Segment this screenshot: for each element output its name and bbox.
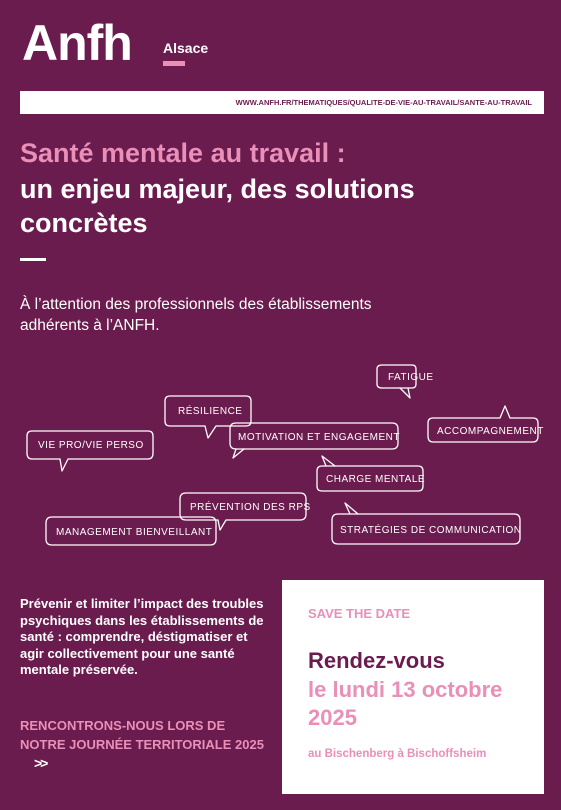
cta-text: RENCONTRONS-NOUS LORS DE NOTRE JOURNÉE TERRITORIALE 2025 [20,718,264,752]
double-arrow-icon: >> [34,755,47,771]
title-line-1: Santé mentale au travail : [20,138,346,168]
save-the-date-label: SAVE THE DATE [308,606,411,621]
bubble-strategies: STRATÉGIES DE COMMUNICATION [340,525,522,536]
save-the-date-panel [282,580,544,794]
bubble-vie-pro: VIE PRO/VIE PERSO [38,440,144,451]
bubble-resilience: RÉSILIENCE [178,406,243,417]
cta-link[interactable] [20,716,265,773]
event-location: au Bischenberg à Bischoffsheim [308,748,487,760]
bubble-fatigue: FATIGUE [388,372,434,383]
description-text: Prévenir et limiter l’impact des troubles psychiques dans les établissements de santé : comprendre, déstigmatiser et agir collectivement pour une santé mentale préservée. [20,596,264,677]
bubble-accompagnement: ACCOMPAGNEMENT [437,426,544,437]
rendez-vous-heading: Rendez-vous [308,648,445,673]
event-date: le lundi 13 octobre 2025 [308,677,503,730]
bubble-management: MANAGEMENT BIENVEILLANT [56,527,213,538]
logo-region: Alsace [163,40,209,56]
bubble-motivation: MOTIVATION ET ENGAGEMENT [238,432,401,443]
title-divider [20,258,46,261]
intro-text: À l’attention des professionnels des établissements adhérents à l’ANFH. [20,296,372,334]
title-line-2: un enjeu majeur, des solutions concrètes [20,174,415,238]
anfh-logo: Anfh [22,15,132,71]
bubble-charge-mentale: CHARGE MENTALE [326,474,426,485]
speech-bubbles [0,350,561,560]
logo-accent-bar [163,61,185,66]
bubble-outline-vie-pro [27,431,153,471]
url-banner[interactable]: WWW.ANFH.FR/THEMATIQUES/QUALITE-DE-VIE-AU-TRAVAIL/SANTE-AU-TRAVAIL [20,91,544,114]
bubble-prevention: PRÉVENTION DES RPS [190,502,311,513]
